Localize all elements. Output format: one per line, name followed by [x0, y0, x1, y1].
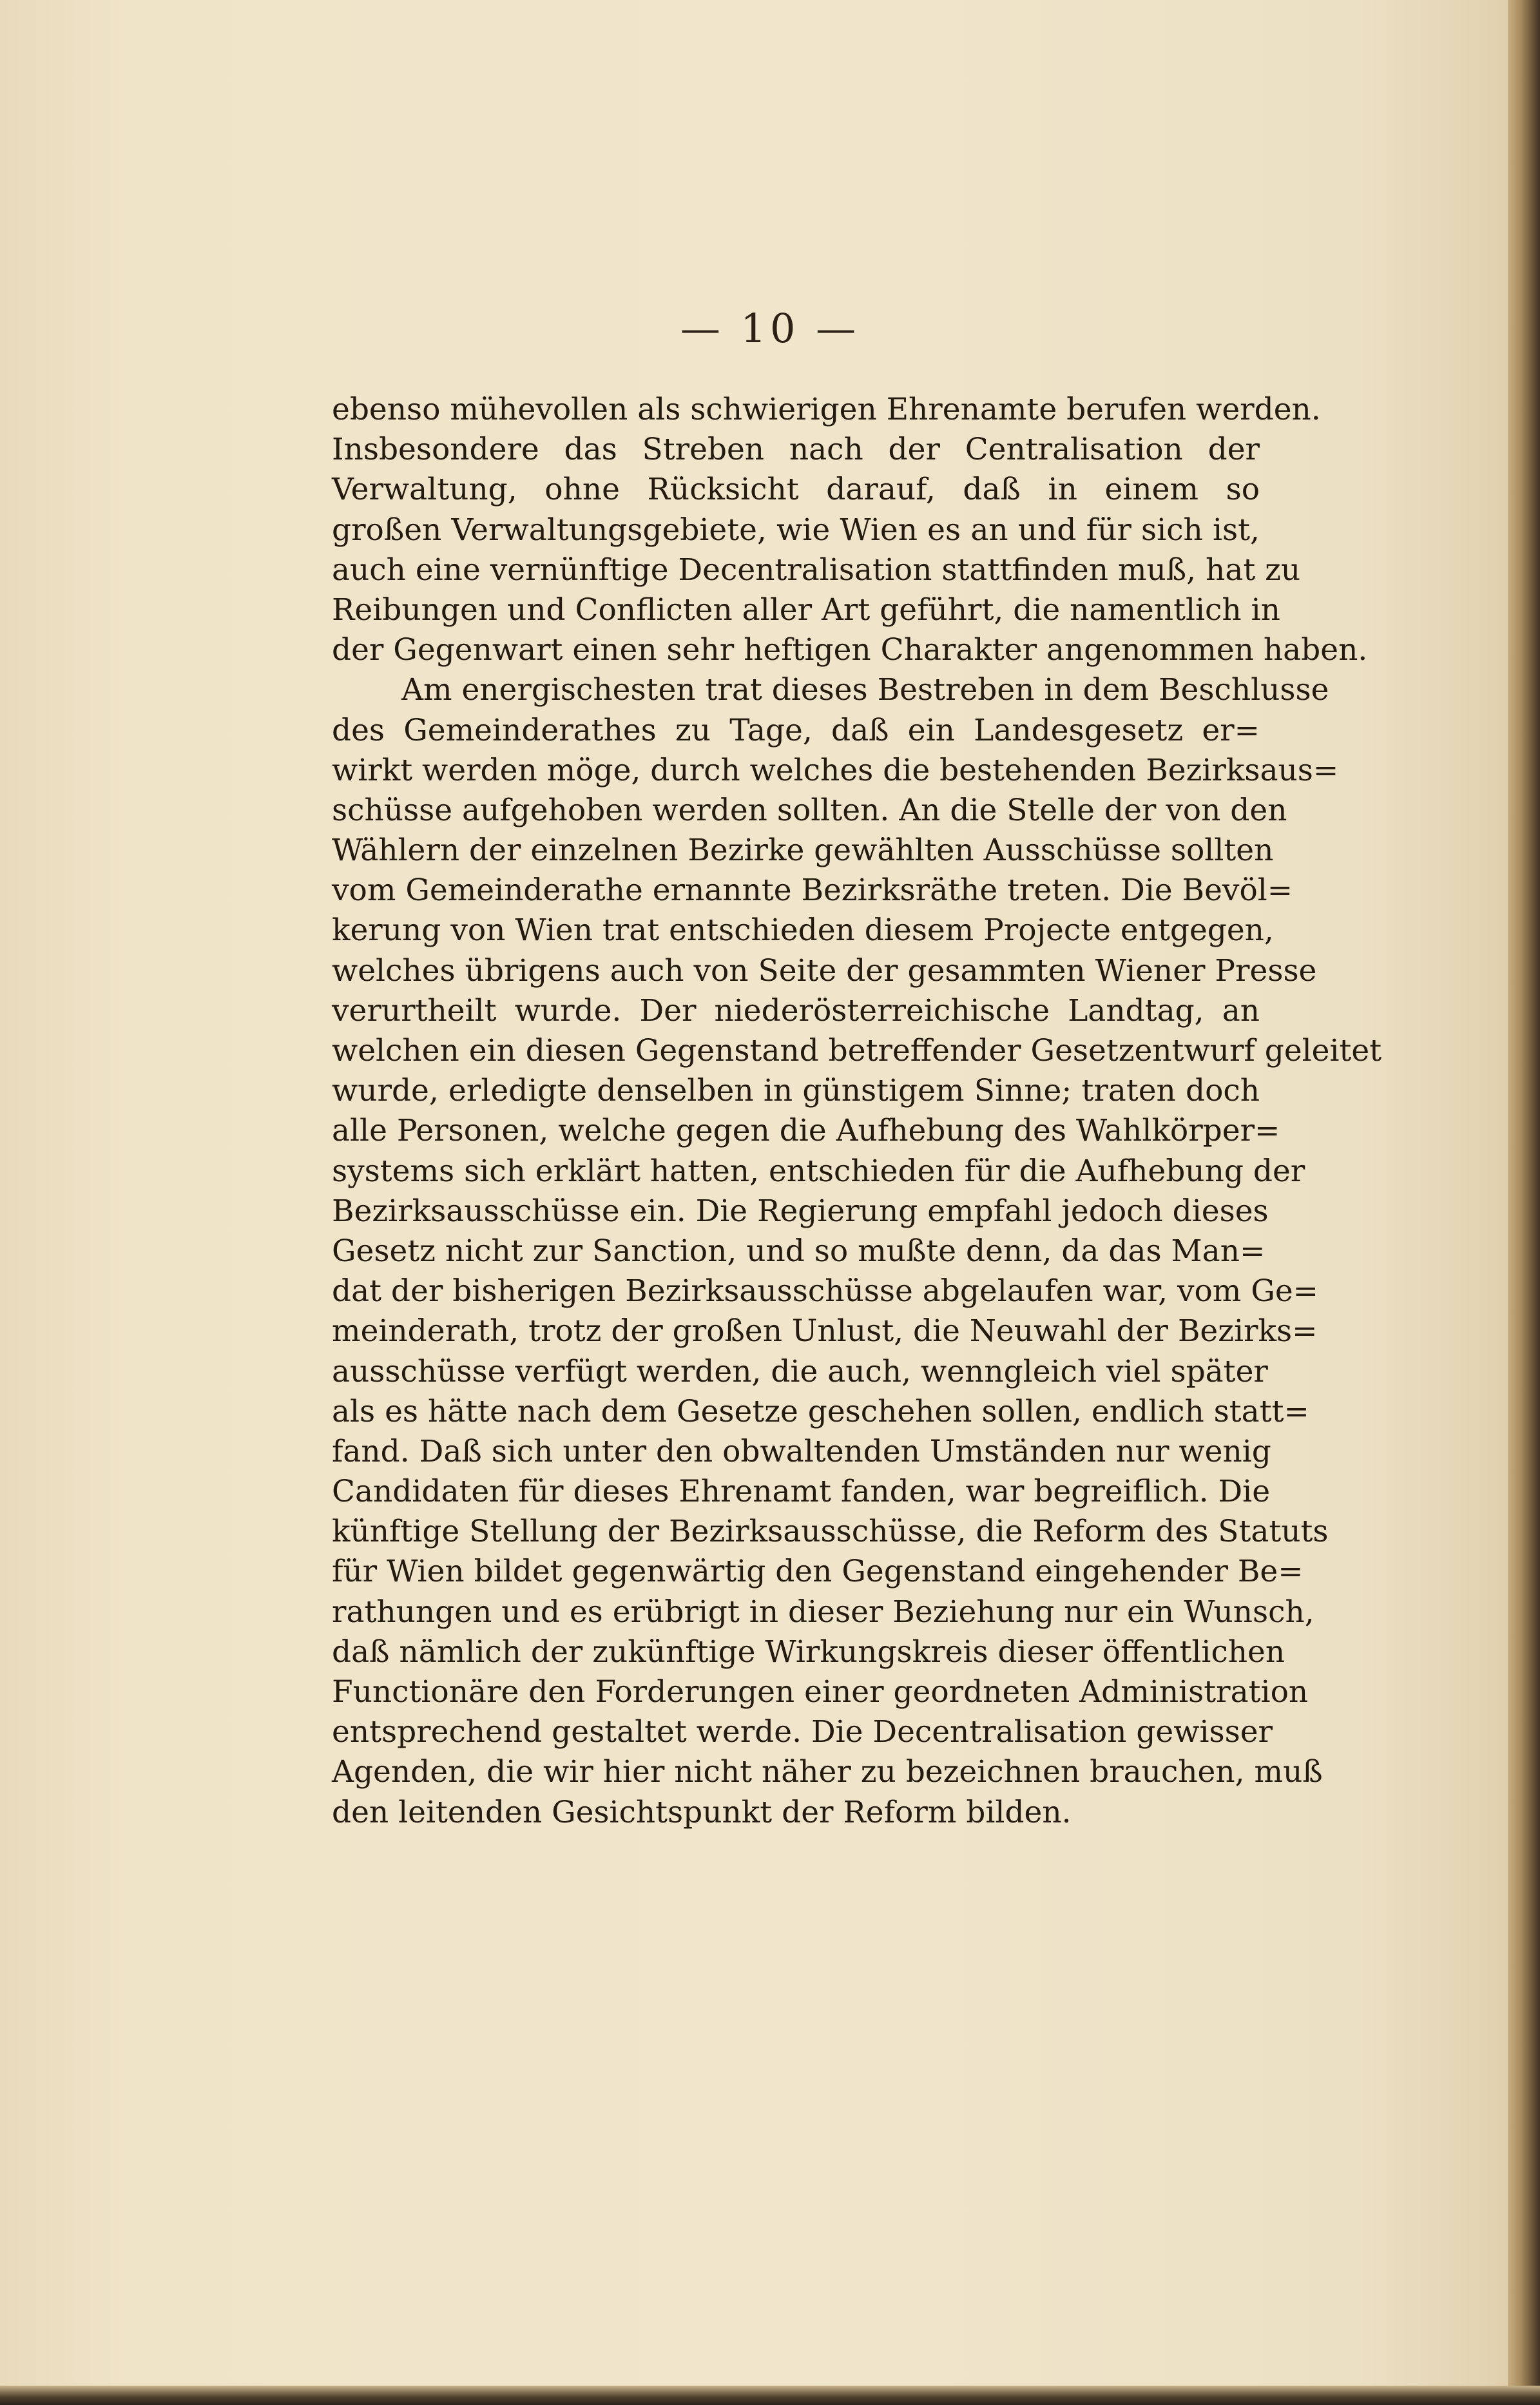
page-binding-edge: [1508, 0, 1540, 2405]
text-line: meinderath, trotz der großen Unlust, die Neuwahl der Bezirks=: [332, 1313, 1318, 1349]
text-line: den leitenden Gesichtspunkt der Reform bilden.: [332, 1794, 1072, 1830]
text-line: Candidaten für dieses Ehrenamt fanden, war begreiflich. Die: [332, 1474, 1271, 1510]
text-line: als es hätte nach dem Gesetze geschehen sollen, endlich statt=: [332, 1393, 1309, 1429]
text-line: Wählern der einzelnen Bezirke gewählten Ausschüsse sollten: [332, 833, 1274, 869]
text-line: kerung von Wien trat entschieden diesem Projecte entgegen,: [332, 913, 1274, 949]
text-line: fand. Daß sich unter den obwaltenden Umständen nur wenig: [332, 1433, 1271, 1469]
text-line: großen Verwaltungsgebiete, wie Wien es an und für sich ist,: [332, 512, 1260, 548]
text-line: Bezirksausschüsse ein. Die Regierung empfahl jedoch dieses: [332, 1193, 1269, 1229]
text-line: schüsse aufgehoben werden sollten. An die Stelle der von den: [332, 792, 1287, 828]
text-line: wirkt werden möge, durch welches die bestehenden Bezirksaus=: [332, 752, 1339, 788]
text-line: Am energischesten trat dieses Bestreben in dem Beschlusse: [401, 672, 1329, 708]
text-line: des Gemeinderathes zu Tage, daß ein Landesgesetz er=: [332, 712, 1260, 748]
text-line: alle Personen, welche gegen die Aufhebung des Wahlkörper=: [332, 1113, 1280, 1149]
text-line: ebenso mühevollen als schwierigen Ehrenamte berufen werden.: [332, 392, 1321, 427]
text-line: verurtheilt wurde. Der niederösterreichische Landtag, an: [332, 992, 1260, 1029]
text-line: Gesetz nicht zur Sanction, und so mußte denn, da das Man=: [332, 1233, 1266, 1269]
text-line: Verwaltung, ohne Rücksicht darauf, daß in einem so: [332, 472, 1260, 508]
text-line: daß nämlich der zukünftige Wirkungskreis dieser öffentlichen: [332, 1634, 1285, 1670]
text-line: welches übrigens auch von Seite der gesammten Wiener Presse: [332, 952, 1317, 989]
text-line: Insbesondere das Streben nach der Centralisation der: [332, 432, 1260, 468]
text-line: systems sich erklärt hatten, entschieden für die Aufhebung der: [332, 1153, 1305, 1189]
text-line: künftige Stellung der Bezirksausschüsse, die Reform des Statuts: [332, 1514, 1329, 1550]
text-line: für Wien bildet gegenwärtig den Gegenstand eingehender Be=: [332, 1554, 1304, 1590]
text-line: dat der bisherigen Bezirksausschüsse abgelaufen war, vom Ge=: [332, 1273, 1319, 1309]
text-line: entsprechend gestaltet werde. Die Decentralisation gewisser: [332, 1714, 1273, 1750]
text-line: rathungen und es erübrigt in dieser Beziehung nur ein Wunsch,: [332, 1594, 1314, 1630]
text-line: auch eine vernünftige Decentralisation stattfinden muß, hat zu: [332, 552, 1301, 588]
text-line: ausschüsse verfügt werden, die auch, wenngleich viel später: [332, 1353, 1268, 1389]
text-line: der Gegenwart einen sehr heftigen Charakter angenommen haben.: [332, 632, 1368, 668]
text-line: wurde, erledigte denselben in günstigem Sinne; traten doch: [332, 1073, 1260, 1109]
text-line: welchen ein diesen Gegenstand betreffender Gesetzentwurf geleitet: [332, 1033, 1382, 1068]
page-number: — 10 —: [680, 305, 860, 352]
page-bottom-edge: [0, 2386, 1540, 2405]
text-line: Reibungen und Conflicten aller Art geführt, die namentlich in: [332, 592, 1280, 628]
text-line: Functionäre den Forderungen einer geordneten Administration: [332, 1674, 1309, 1710]
text-line: vom Gemeinderathe ernannte Bezirksräthe treten. Die Bevöl=: [332, 873, 1293, 909]
text-line: Agenden, die wir hier nicht näher zu bezeichnen brauchen, muß: [332, 1754, 1323, 1790]
body-text: [332, 390, 1382, 1833]
